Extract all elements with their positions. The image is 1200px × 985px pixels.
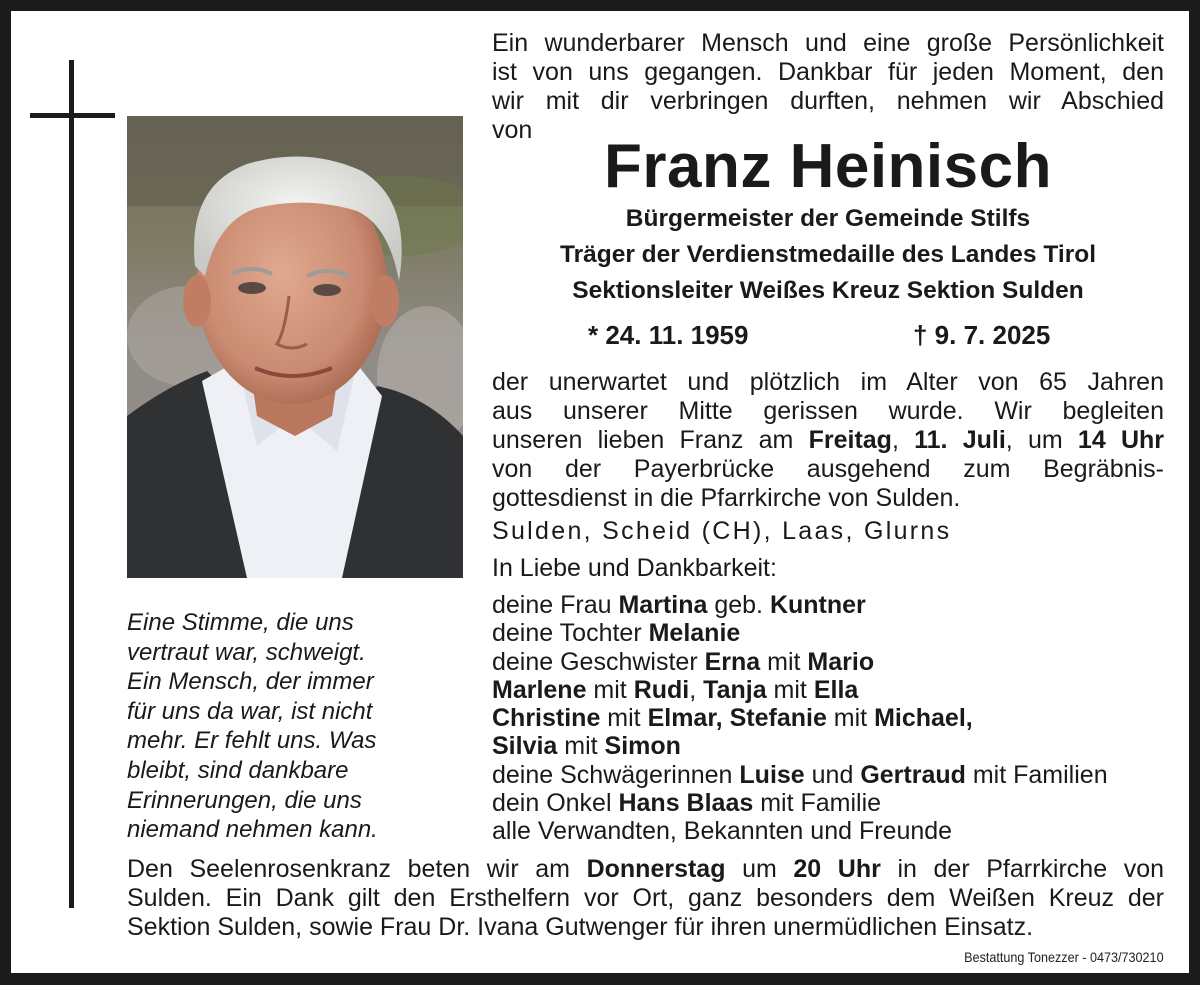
title-line: Träger der Verdienstmedaille des Landes Tirol bbox=[559, 241, 1097, 268]
places: Sulden, Scheid (CH), Laas, Glurns bbox=[492, 517, 952, 545]
family-name: Stefanie bbox=[729, 704, 827, 733]
text: , um bbox=[1005, 426, 1078, 454]
poem-line: Ein Mensch, der immer bbox=[127, 668, 374, 696]
family-row bbox=[492, 789, 1108, 817]
intro-line: Ein wunderbarer Mensch und eine große Persönlichkeit bbox=[492, 29, 1164, 57]
family-name: Elmar, bbox=[647, 704, 723, 733]
rosary-day: Donnerstag bbox=[586, 855, 726, 883]
text: mit bbox=[826, 704, 875, 733]
family-name: Mario bbox=[807, 647, 875, 676]
text bbox=[723, 704, 730, 732]
family-row bbox=[492, 676, 1108, 704]
poem-line: vertraut war, schweigt. bbox=[127, 638, 366, 666]
text: deine Schwägerinnen bbox=[492, 760, 740, 789]
family-name: Kuntner bbox=[769, 591, 866, 619]
text: geb. bbox=[707, 591, 770, 619]
funeral-notice bbox=[492, 368, 1164, 513]
cross-icon-horizontal bbox=[30, 113, 115, 118]
rosary-notice bbox=[127, 855, 1164, 942]
text: in der Pfarrkirche von bbox=[880, 855, 1165, 883]
family-row bbox=[492, 648, 1108, 676]
notice-line: aus unserer Mitte gerissen wurde. Wir begleiten bbox=[492, 397, 1164, 425]
text: Den Seelenrosenkranz beten wir am bbox=[127, 855, 587, 883]
poem-line: Eine Stimme, die uns bbox=[127, 609, 354, 636]
family-name: Rudi bbox=[633, 675, 690, 704]
text: mit Familie bbox=[753, 789, 882, 818]
deceased-name: Franz Heinisch bbox=[604, 132, 1052, 201]
text: , bbox=[891, 426, 915, 454]
poem-line: für uns da war, ist nicht bbox=[127, 697, 373, 725]
birth-date: * 24. 11. 1959 bbox=[588, 320, 749, 350]
rosary-line: Sektion Sulden, sowie Frau Dr. Ivana Gutwenger für ihren unermüdlichen Einsatz. bbox=[127, 913, 1034, 941]
funeral-home-footer: Bestattung Tonezzer - 0473/730210 bbox=[964, 949, 1164, 965]
title-line: Bürgermeister der Gemeinde Stilfs bbox=[625, 205, 1031, 232]
titles bbox=[492, 201, 1164, 309]
family-row bbox=[492, 704, 1108, 732]
family-row bbox=[492, 619, 1108, 647]
title-line: Sektionsleiter Weißes Kreuz Sektion Sulden bbox=[572, 277, 1084, 304]
text: um bbox=[725, 855, 794, 883]
poem-line: Erinnerungen, die uns bbox=[127, 786, 362, 814]
family-row bbox=[492, 732, 1108, 760]
funeral-day: Freitag bbox=[808, 426, 892, 454]
text: mit bbox=[586, 675, 634, 704]
intro-line: wir mit dir verbringen durften, nehmen wir Abschied bbox=[492, 87, 1164, 115]
intro-line: von bbox=[492, 116, 533, 144]
family-name: Michael, bbox=[874, 704, 973, 733]
family-name: Melanie bbox=[648, 619, 741, 648]
text: mit bbox=[557, 732, 605, 761]
family-name: Ella bbox=[813, 675, 859, 704]
family-name: Simon bbox=[604, 732, 681, 761]
notice-line bbox=[492, 426, 1164, 455]
cross-icon-vertical bbox=[69, 60, 74, 908]
family-name: Luise bbox=[739, 760, 805, 789]
family-name: Martina bbox=[618, 591, 708, 619]
poem-line: niemand nehmen kann. bbox=[127, 816, 378, 844]
text: deine Geschwister bbox=[492, 647, 705, 676]
death-date: † 9. 7. 2025 bbox=[913, 320, 1051, 350]
text: unseren lieben Franz am bbox=[492, 426, 809, 454]
text: mit Familien bbox=[965, 760, 1108, 789]
text: , bbox=[689, 675, 704, 704]
notice-line: gottesdienst in die Pfarrkirche von Sulden. bbox=[492, 484, 961, 512]
family-list bbox=[492, 591, 1108, 846]
poem-line: mehr. Er fehlt uns. Was bbox=[127, 727, 377, 755]
family-name: Hans Blaas bbox=[618, 789, 754, 818]
family-name: Silvia bbox=[492, 732, 558, 761]
funeral-date: 11. Juli bbox=[914, 426, 1006, 454]
portrait-photo bbox=[127, 116, 463, 578]
family-row bbox=[492, 761, 1108, 789]
notice-line: von der Payerbrücke ausgehend zum Begräbnis- bbox=[492, 455, 1164, 483]
text: und bbox=[804, 760, 861, 789]
text: deine Tochter bbox=[492, 619, 649, 648]
intro-line: ist von uns gegangen. Dankbar für jeden Moment, den bbox=[492, 58, 1164, 86]
poem bbox=[127, 608, 427, 845]
text: dein Onkel bbox=[492, 789, 619, 818]
text: deine Frau bbox=[492, 591, 619, 619]
notice-line: der unerwartet und plötzlich im Alter von 65 Jahren bbox=[492, 368, 1164, 396]
family-name: Erna bbox=[704, 647, 761, 676]
family-name: Tanja bbox=[703, 675, 767, 704]
love-line: In Liebe und Dankbarkeit: bbox=[492, 554, 777, 582]
family-row: alle Verwandten, Bekannten und Freunde bbox=[492, 817, 953, 846]
text: mit bbox=[766, 675, 814, 704]
rosary-time: 20 Uhr bbox=[793, 855, 881, 883]
family-row bbox=[492, 591, 1108, 619]
rosary-line: Sulden. Ein Dank gilt den Ersthelfern vor Ort, ganz besonders dem Weißen Kreuz der bbox=[127, 884, 1164, 912]
family-name: Marlene bbox=[492, 675, 587, 704]
rosary-line bbox=[127, 855, 1164, 884]
intro-text bbox=[492, 29, 1164, 145]
family-name: Christine bbox=[492, 704, 601, 733]
funeral-time: 14 Uhr bbox=[1077, 426, 1165, 454]
poem-line: bleibt, sind dankbare bbox=[127, 756, 349, 784]
text: mit bbox=[600, 704, 648, 733]
family-name: Gertraud bbox=[860, 760, 966, 789]
text: mit bbox=[760, 647, 808, 676]
